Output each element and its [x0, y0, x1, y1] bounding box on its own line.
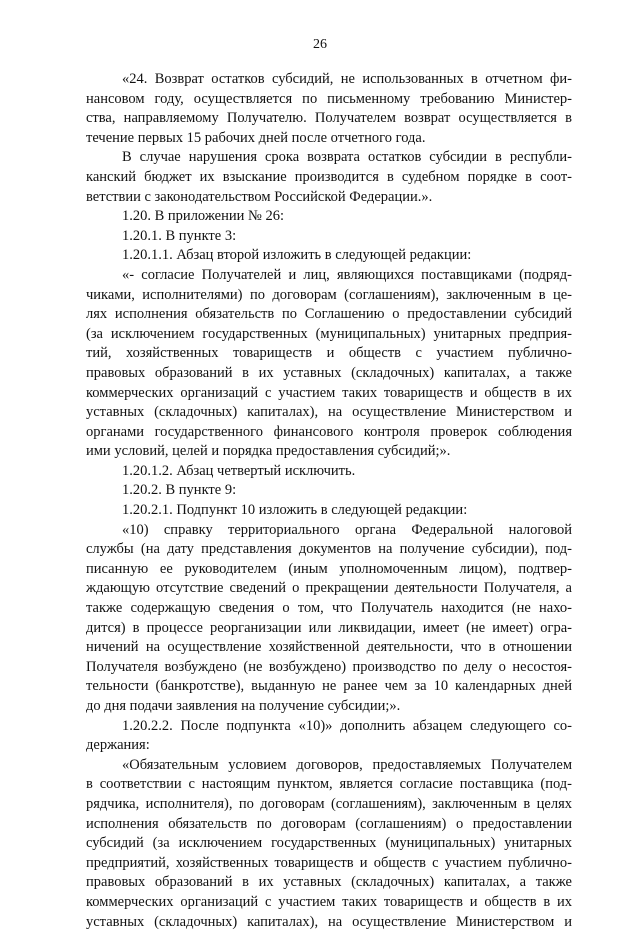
text-line: службы (на дату представления документов на получение субсидии), под-: [86, 541, 572, 558]
paragraph: [86, 717, 572, 756]
paragraph: [86, 481, 572, 501]
text-line: в соответствии с настоящим пунктом, является согласие поставщика (под-: [86, 776, 572, 793]
text-line: «- согласие Получателей и лиц, являющихся поставщиками (подряд-: [122, 266, 572, 283]
paragraph: [86, 70, 572, 148]
text-line: субсидий (за исключением государственных (муниципальных) унитарных: [86, 835, 572, 852]
paragraph: [86, 462, 572, 482]
text-line: лях исполнения обязательств по Соглашению о предоставлении субсидий: [86, 306, 572, 323]
page-number: 26: [313, 37, 327, 52]
paragraph: [86, 521, 572, 717]
text-line: В случае нарушения срока возврата остатков субсидии в республи-: [122, 149, 572, 166]
document-body: [86, 70, 572, 932]
text-line: 1.20. В приложении № 26:: [122, 208, 284, 225]
paragraph: [86, 227, 572, 247]
text-line: «10) справку территориального органа Федеральной налоговой: [122, 521, 572, 538]
text-line: правовых образований в их уставных (складочных) капиталах, а также: [86, 874, 572, 891]
text-line: правовых образований в их уставных (складочных) капиталах, а также: [86, 364, 572, 381]
text-line: ими условий, целей и порядка предоставления субсидий;».: [86, 443, 451, 460]
text-line: держания:: [86, 737, 150, 754]
text-line: ства, направляемому Получателю. Получателем возврат осуществляется в: [86, 110, 572, 127]
text-line: рядчика, исполнителя), по договорам (соглашениям), заключенным в целях: [86, 795, 572, 812]
text-line: ничений на осуществление хозяйственной деятельности, что в отношении: [86, 639, 572, 656]
paragraph: [86, 246, 572, 266]
text-line: коммерческих организаций с участием таких товариществ и обществ в их: [86, 384, 572, 401]
text-line: тельности (банкротстве), выданную не ранее чем за 10 календарных дней: [86, 678, 572, 695]
text-line: уставных (складочных) капиталах), на осуществление Министерством и: [86, 913, 572, 930]
paragraph: [86, 207, 572, 227]
text-line: Получателя возбуждено (не возбуждено) производство по делу о несостоя-: [86, 658, 572, 675]
text-line: предприятий, хозяйственных товариществ и обществ с участием публично-: [86, 854, 572, 871]
text-line: также содержащую сведения о том, что Получатель находится (не нахо-: [86, 600, 572, 617]
text-line: ветствии с законодательством Российской Федерации.».: [86, 188, 433, 205]
text-line: дится) в процессе реорганизации или ликвидации, имеет (не имеет) огра-: [86, 619, 572, 636]
text-line: «Обязательным условием договоров, предоставляемых Получателем: [122, 756, 572, 773]
text-line: 1.20.2. В пункте 9:: [122, 482, 237, 499]
text-line: 1.20.1. В пункте 3:: [122, 227, 237, 244]
text-line: нансовом году, осуществляется по письменному требованию Министер-: [86, 90, 572, 107]
text-line: ждающую отсутствие сведений о прекращении деятельности Получателя, а: [86, 580, 572, 597]
paragraph: [86, 756, 572, 932]
text-line: писанную ее руководителем (иным уполномоченным лицом), подтвер-: [86, 560, 572, 577]
text-line: 1.20.1.2. Абзац четвертый исключить.: [122, 462, 356, 479]
text-line: до дня подачи заявления на получение субсидии;».: [86, 698, 401, 714]
text-line: течение первых 15 рабочих дней после отчетного года.: [86, 129, 426, 146]
text-line: тий, хозяйственных товариществ и обществ с участием публично-: [86, 345, 572, 362]
text-line: чиками, исполнителями) по договорам (соглашениям), заключенным в це-: [86, 286, 572, 303]
text-line: 1.20.1.1. Абзац второй изложить в следующей редакции:: [122, 247, 472, 264]
text-line: уставных (складочных) капиталах), на осуществление Министерством и: [86, 404, 572, 421]
text-line: коммерческих организаций с участием таких товариществ и обществ в их: [86, 893, 572, 910]
text-line: канский бюджет их взыскание производится в судебном порядке в соот-: [86, 168, 572, 185]
text-line: «24. Возврат остатков субсидий, не использованных в отчетном фи-: [122, 71, 572, 87]
text-line: 1.20.2.2. После подпункта «10)» дополнить абзацем следующего со-: [122, 717, 572, 734]
paragraph: [86, 266, 572, 462]
paragraph: [86, 501, 572, 521]
text-line: органами государственного финансового контроля проверок соблюдения: [86, 423, 572, 440]
paragraph: [86, 148, 572, 207]
text-line: (за исключением государственных (муниципальных) унитарных предприя-: [86, 325, 572, 342]
text-line: исполнения обязательств по договорам (соглашениям) о предоставлении: [86, 815, 572, 832]
text-line: 1.20.2.1. Подпункт 10 изложить в следующей редакции:: [122, 502, 468, 519]
